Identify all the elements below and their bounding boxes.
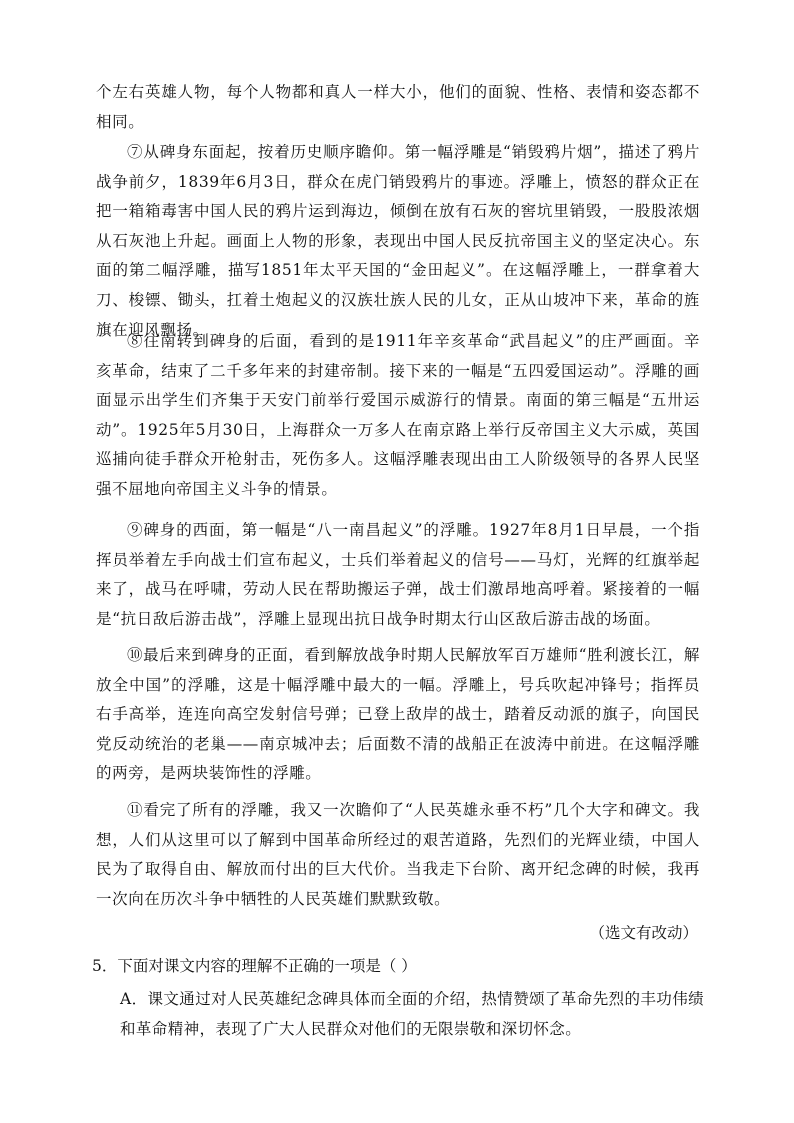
passage-paragraph-8: ⑧往南转到碑身的后面，看到的是1911年辛亥革命“武昌起义”的庄严画面。辛亥革命，结束了二千多年来的封建帝制。接下来的一幅是“五四爱国运动”。浮雕的画面显示出学生们齐集于天安门前举行爱国示威游行的情景。南面的第三幅是“五卅运动”。1925年5月30日，上海群众一万多人在南京路上举行反帝国主义大示威，英国巡捕向徒手群众开枪射击，死伤多人。这幅浮雕表现出由工人阶级领导的各界人民坚强不屈地向帝国主义斗争的情景。: [96, 332, 700, 498]
passage-paragraph-11: ⑪看完了所有的浮雕，我又一次瞻仰了“人民英雄永垂不朽”几个大字和碑文。我想，人们从这里可以了解到中国革命所经过的艰苦道路，先烈们的光辉业绩，中国人民为了取得自由、解放而付出的巨大代价。当我走下台阶、离开纪念碑的时候，我再一次向在历次斗争中牺牲的人民英雄们默默致敬。: [96, 801, 700, 908]
question-stem: 5．下面对课文内容的理解不正确的一项是（ ）: [92, 957, 417, 975]
option-a-line-1: A．课文通过对人民英雄纪念碑具体而全面的介绍，热情赞颂了革命先烈的丰功伟绩: [120, 990, 704, 1008]
passage-paragraph-10: ⑩最后来到碑身的正面，看到解放战争时期人民解放军百万雄师“胜利渡长江，解放全中国”的浮雕，这是十幅浮雕中最大的一幅。浮雕上，号兵吹起冲锋号；指挥员右手高举，连连向高空发射信号弹；已登上敌岸的战士，踏着反动派的旗子，向国民党反动统治的老巢——南京城冲去；后面数不清的战船正在波涛中前进。在这幅浮雕的两旁，是两块装饰性的浮雕。: [96, 646, 700, 783]
passage-paragraph-7: ⑦从碑身东面起，按着历史顺序瞻仰。第一幅浮雕是“销毁鸦片烟”，描述了鸦片战争前夕，1839年6月3日，群众在虎门销毁鸦片的事迹。浮雕上，愤怒的群众正在把一箱箱毒害中国人民的鸦片运到海边，倾倒在放有石灰的窖坑里销毁，一股股浓烟从石灰池上升起。画面上人物的形象，表现出中国人民反抗帝国主义的坚定决心。东面的第二幅浮雕，描写1851年太平天国的“金田起义”。在这幅浮雕上，一群拿着大刀、梭镖、锄头，扛着土炮起义的汉族壮族人民的儿女，正从山坡冲下来，革命的旌旗在迎风飘扬。: [96, 143, 700, 339]
passage-paragraph-9: ⑨碑身的西面，第一幅是“八一南昌起义”的浮雕。1927年8月1日早晨，一个指挥员举着左手向战士们宣布起义，士兵们举着起义的信号——马灯，光辉的红旗举起来了，战马在呼啸，劳动人民在帮助搬运子弹，战士们激昂地高呼着。紧接着的一幅是“抗日敌后游击战”，浮雕上显现出抗日战争时期太行山区敌后游击战的场面。: [96, 521, 700, 628]
passage-paragraph-intro: 个左右英雄人物，每个人物都和真人一样大小，他们的面貌、性格、表情和姿态都不相同。: [96, 83, 700, 131]
source-note: （选文有改动）: [589, 924, 698, 942]
option-a-line-2: 和革命精神，表现了广大人民群众对他们的无限崇敬和深切怀念。: [120, 1020, 582, 1038]
